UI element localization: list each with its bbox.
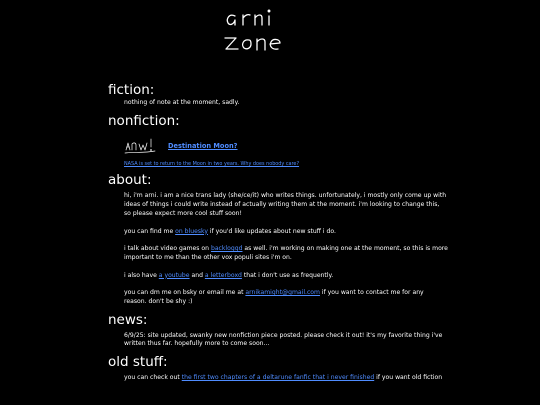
news-heading: news: — [108, 311, 148, 328]
fiction-heading: fiction: — [108, 82, 155, 98]
site-logo — [220, 2, 320, 64]
bluesky-link[interactable]: on bluesky — [175, 227, 208, 235]
old-stuff-before: you can check out — [124, 374, 182, 382]
about-youtube-paragraph — [124, 272, 448, 281]
about-bluesky-paragraph — [124, 228, 448, 237]
old-stuff-after: if you want old fiction — [374, 374, 443, 382]
about-bluesky-before: you can find me — [124, 227, 176, 235]
about-youtube-after: that i don't use as frequently. — [241, 271, 334, 279]
about-heading: about: — [108, 172, 152, 189]
about-backloggd-before: i talk about video games on — [124, 245, 211, 253]
feature-subtitle-link[interactable]: NASA is set to return to the Moon in two years. Why does nobody care? — [124, 161, 300, 168]
about-contact-paragraph — [124, 289, 448, 306]
about-section — [108, 192, 448, 306]
about-backloggd-paragraph — [124, 245, 448, 262]
old-stuff-section — [108, 374, 448, 383]
fiction-text: nothing of note at the moment, sadly. — [124, 99, 240, 106]
about-youtube-before: i also have — [124, 271, 159, 279]
main-content — [108, 82, 448, 383]
news-text: 6/9/25: site updated, swanky new nonfiction piece posted. please check it out! it's my favorite thing i've written thus far. hopefully more to come soon... — [124, 331, 443, 348]
old-stuff-paragraph — [124, 374, 448, 383]
about-intro: hi, i'm arni. i am a nice trans lady (she/ce/it) who writes things. unfortunately, i mostly only come up with ideas of things i could write instead of actually writing them at the moment. i'm looking to change this, so please expect more cool stuff soon! — [124, 192, 447, 217]
featured-piece — [124, 135, 448, 159]
about-contact-after: if you want to contact me for any reason. don't be shy :) — [124, 289, 424, 306]
nonfiction-heading: nonfiction: — [108, 112, 180, 129]
email-link[interactable]: arnikamight@gmail.com — [245, 289, 320, 297]
backloggd-link[interactable]: backloggd — [210, 245, 243, 253]
about-bluesky-after: if you'd like updates about new stuff i do. — [207, 227, 336, 235]
old-stuff-heading: old stuff: — [108, 354, 168, 371]
about-contact-before: you can dm me on bsky or email me at — [124, 289, 246, 297]
about-youtube-mid: and — [189, 271, 205, 279]
deltarune-fanfic-link[interactable]: the first two chapters of a deltarune fanfic that i never finished — [181, 374, 375, 382]
feature-title-link[interactable]: Destination Moon? — [168, 142, 238, 151]
new-badge — [124, 135, 158, 159]
letterboxd-link[interactable]: a letterboxd — [204, 271, 242, 279]
fiction-section — [108, 99, 448, 108]
nonfiction-section — [108, 135, 448, 169]
news-section — [108, 332, 448, 349]
youtube-link[interactable]: a youtube — [158, 271, 190, 279]
about-backloggd-after: as well. i'm working on making one at the moment, so this is more important to me than the other vox populi sites i'm on. — [124, 245, 448, 261]
